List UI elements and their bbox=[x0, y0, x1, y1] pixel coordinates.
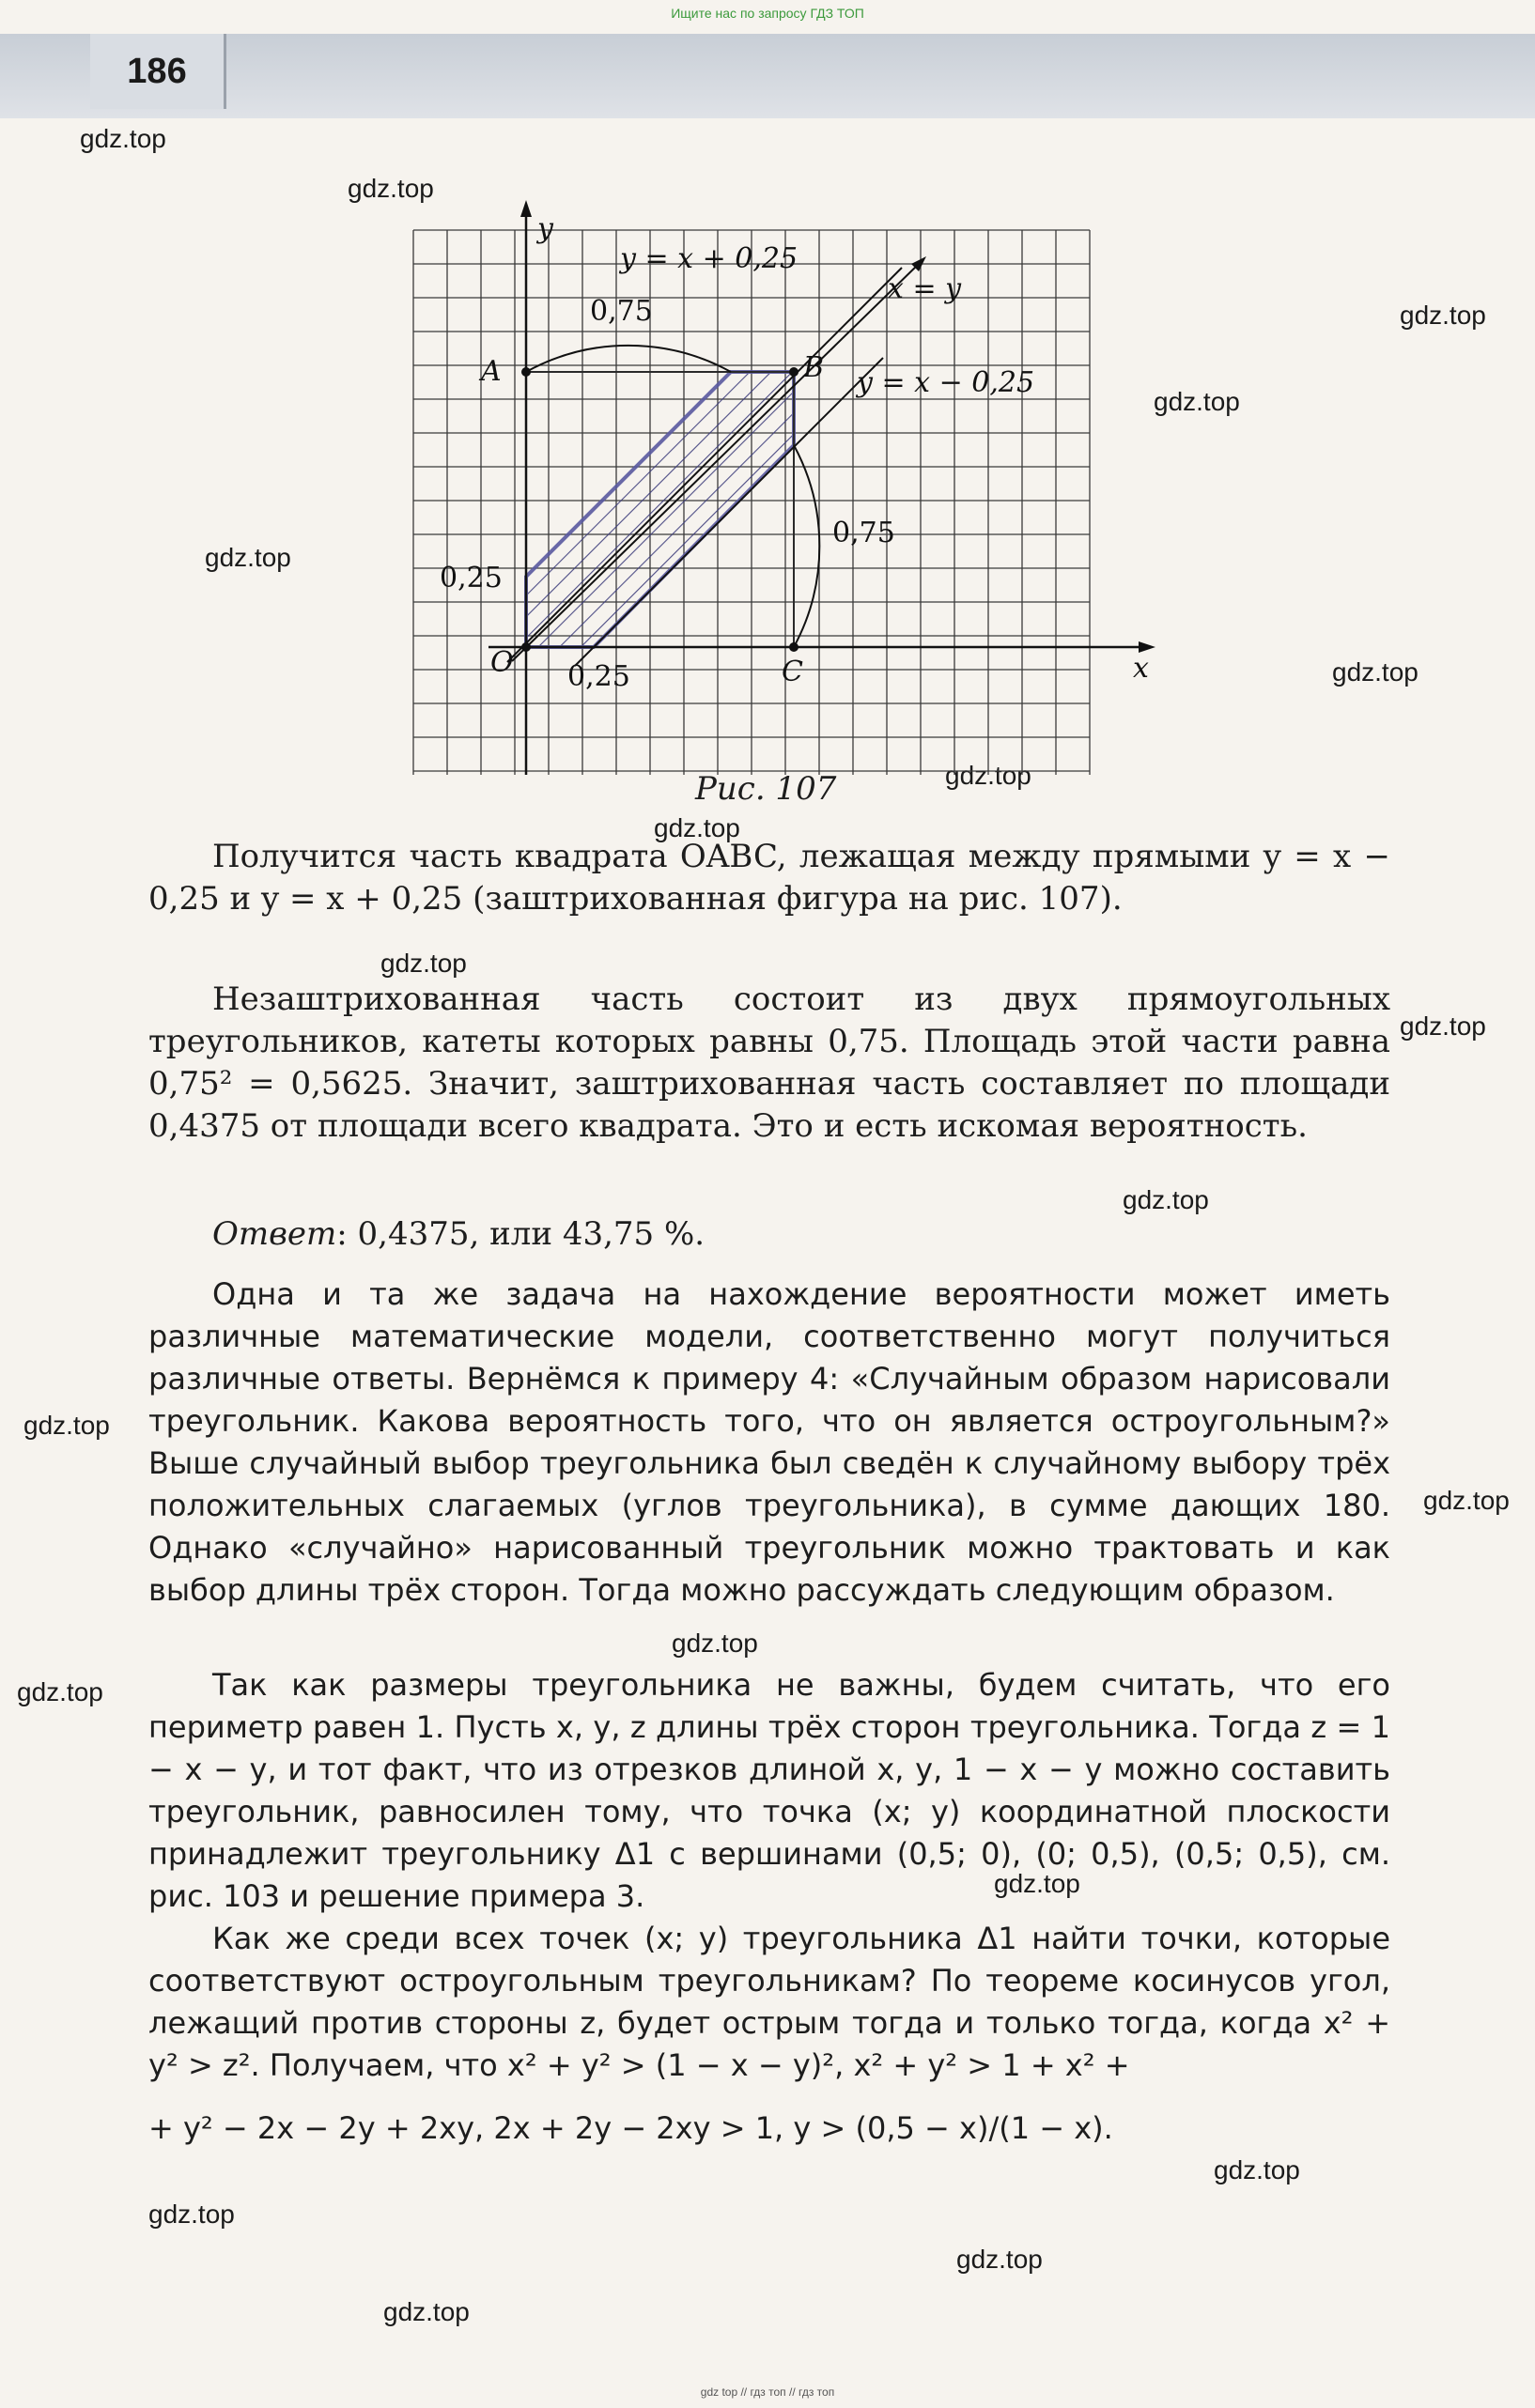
grid bbox=[413, 230, 1090, 775]
line-y-x-plus bbox=[507, 268, 902, 662]
watermark: gdz.top bbox=[380, 949, 467, 978]
watermark: gdz.top bbox=[80, 124, 166, 153]
answer-value: : 0,4375, или 43,75 %. bbox=[336, 1215, 705, 1253]
paragraph-5: Как же среди всех точек (x; y) треугольника Δ1 найти точки, которые соответствуют остроугольным треугольникам? По теореме косинусов угол, лежащий против стороны z, будет острым тогда и только тогда, когда x² + y² > z². Получаем, что x² + y² > (1 − x − y)², x² + y² > 1 + x² + bbox=[148, 1921, 1390, 2083]
watermark: gdz.top bbox=[672, 1628, 758, 1658]
header-band bbox=[0, 34, 1535, 118]
watermark: gdz.top bbox=[23, 1411, 110, 1440]
watermark: gdz.top bbox=[148, 2200, 235, 2229]
page-number: 186 bbox=[90, 34, 226, 109]
watermark: gdz.top bbox=[956, 2245, 1043, 2274]
watermark: gdz.top bbox=[1123, 1185, 1209, 1214]
line-diag-label: x = y bbox=[888, 272, 962, 305]
answer-line bbox=[148, 1213, 1390, 1256]
point-o-label: O bbox=[490, 646, 514, 679]
label-0-25-bottom: 0,25 bbox=[567, 660, 630, 693]
formula-line: + y² − 2x − 2y + 2xy, 2x + 2y − 2xy > 1, y > (0,5 − x)/(1 − x). bbox=[148, 2110, 1113, 2146]
watermark: gdz.top bbox=[348, 174, 434, 203]
label-0-75-top: 0,75 bbox=[590, 295, 653, 328]
line-x-eq-y bbox=[512, 262, 921, 661]
x-axis-label: x bbox=[1133, 652, 1149, 685]
watermark: gdz.top bbox=[945, 761, 1031, 790]
paragraph-1: Получится часть квадрата OABC, лежащая между прямыми y = x − 0,25 и y = x + 0,25 (заштрихованная фигура на рис. 107). bbox=[148, 838, 1390, 918]
paragraph-3: Одна и та же задача на нахождение вероятности может иметь различные математические модели, соответственно могут получиться различные ответы. Вернёмся к примеру 4: «Случайным образом нарисовали треугольник. Какова вероятность того, что он является остроугольным?» Выше случайный выбор треугольника был сведён к случайному выбору трёх положительных слагаемых (углов треугольника), в сумме дающих 180. Однако «случайно» нарисованный треугольник можно трактовать и как выбор длины трёх сторон. Тогда можно рассуждать следующим образом. bbox=[148, 1276, 1390, 1608]
line-lower-label: y = x − 0,25 bbox=[857, 366, 1035, 399]
line-upper-label: y = x + 0,25 bbox=[620, 242, 799, 275]
watermark: gdz.top bbox=[1154, 387, 1240, 416]
figure-caption: Рис. 107 bbox=[695, 770, 837, 808]
watermark: gdz.top bbox=[654, 813, 740, 842]
point-c-label: C bbox=[782, 656, 803, 688]
arc-right bbox=[794, 445, 819, 647]
watermark: gdz.top bbox=[994, 1869, 1080, 1898]
top-note: Ищите нас по запросу ГДЗ ТОП bbox=[671, 6, 864, 21]
paragraph-4: Так как размеры треугольника не важны, будем считать, что его периметр равен 1. Пусть x, y, z длины трёх сторон треугольника. Тогда z = 1 − x − y, и тот факт, что из отрезков длиной x, y, 1 − x − y можно составить треугольник, равносилен тому, что точка (x; y) координатной плоскости принадлежит треугольнику Δ1 с вершинами (0,5; 0), (0; 0,5), (0,5; 0,5), см. рис. 103 и решение примера 3. bbox=[148, 1667, 1390, 1914]
watermark: gdz.top bbox=[1400, 1011, 1486, 1041]
watermark: gdz.top bbox=[17, 1677, 103, 1706]
answer-label: Ответ bbox=[212, 1215, 337, 1253]
watermark: gdz.top bbox=[205, 543, 291, 572]
label-0-25-left: 0,25 bbox=[440, 562, 503, 594]
paragraph-2: Незаштрихованная часть состоит из двух прямоугольных треугольников, катеты которых равны 0,75. Площадь этой части равна 0,75² = 0,5625. Значит, заштрихованная часть составляет по площади 0,4375 от площади всего квадрата. Это и есть искомая вероятность. bbox=[148, 980, 1390, 1145]
point-a-label: A bbox=[481, 355, 502, 388]
figure-107 bbox=[376, 193, 1193, 803]
point-b-label: B bbox=[803, 351, 825, 384]
watermark: gdz.top bbox=[1332, 657, 1419, 687]
watermark: gdz.top bbox=[1400, 301, 1486, 330]
arc-top bbox=[526, 346, 731, 372]
label-0-75-right: 0,75 bbox=[832, 517, 895, 549]
y-axis-label: y bbox=[537, 212, 553, 245]
watermark: gdz.top bbox=[1214, 2155, 1300, 2184]
watermark: gdz.top bbox=[1423, 1486, 1510, 1515]
footer: gdz top // гдз топ // гдз топ bbox=[700, 2385, 835, 2399]
watermark: gdz.top bbox=[383, 2297, 470, 2326]
